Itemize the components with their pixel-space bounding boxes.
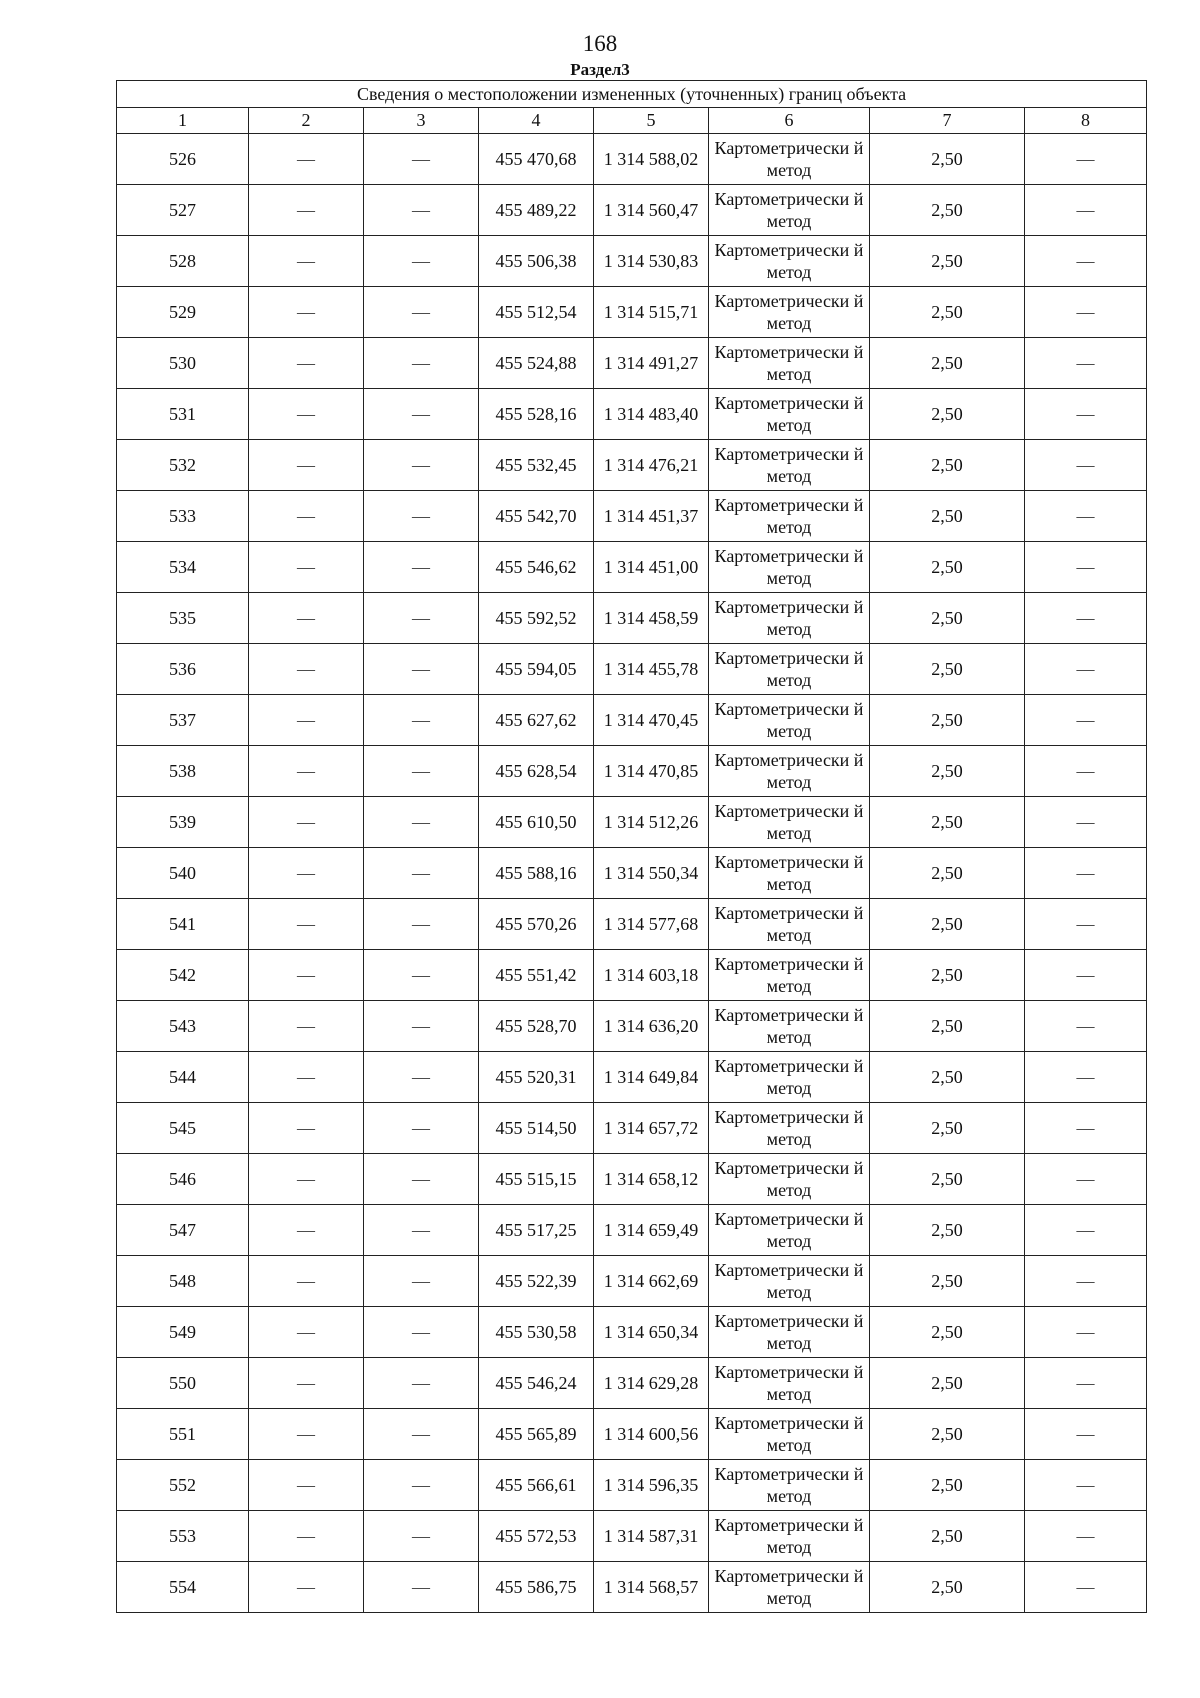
- empty-cell: —: [364, 1256, 479, 1307]
- column-header: 2: [249, 108, 364, 134]
- table-row: [117, 644, 1147, 695]
- point-number-cell: 529: [117, 287, 249, 338]
- y-coordinate-cell: 1 314 588,02: [594, 134, 709, 185]
- y-coordinate-cell: 1 314 587,31: [594, 1511, 709, 1562]
- empty-cell: —: [364, 695, 479, 746]
- accuracy-cell: 2,50: [870, 1307, 1025, 1358]
- accuracy-cell: 2,50: [870, 797, 1025, 848]
- y-coordinate-cell: 1 314 596,35: [594, 1460, 709, 1511]
- column-header: 5: [594, 108, 709, 134]
- table-row: [117, 848, 1147, 899]
- point-number-cell: 549: [117, 1307, 249, 1358]
- point-number-cell: 532: [117, 440, 249, 491]
- method-cell: Картометрически й метод: [709, 1358, 870, 1409]
- point-number-cell: 528: [117, 236, 249, 287]
- empty-cell: —: [364, 1001, 479, 1052]
- table-row: [117, 1154, 1147, 1205]
- point-number-cell: 527: [117, 185, 249, 236]
- y-coordinate-cell: 1 314 650,34: [594, 1307, 709, 1358]
- point-number-cell: 551: [117, 1409, 249, 1460]
- table-row: [117, 593, 1147, 644]
- y-coordinate-cell: 1 314 455,78: [594, 644, 709, 695]
- point-number-cell: 535: [117, 593, 249, 644]
- table-row: [117, 1511, 1147, 1562]
- x-coordinate-cell: 455 586,75: [479, 1562, 594, 1613]
- table-row: [117, 287, 1147, 338]
- accuracy-cell: 2,50: [870, 134, 1025, 185]
- empty-cell: —: [1025, 1001, 1147, 1052]
- x-coordinate-cell: 455 592,52: [479, 593, 594, 644]
- x-coordinate-cell: 455 470,68: [479, 134, 594, 185]
- empty-cell: —: [364, 1358, 479, 1409]
- table-row: [117, 1409, 1147, 1460]
- point-number-cell: 533: [117, 491, 249, 542]
- x-coordinate-cell: 455 514,50: [479, 1103, 594, 1154]
- method-cell: Картометрически й метод: [709, 695, 870, 746]
- method-cell: Картометрически й метод: [709, 950, 870, 1001]
- coordinates-table: [116, 80, 1147, 1613]
- accuracy-cell: 2,50: [870, 491, 1025, 542]
- empty-cell: —: [1025, 746, 1147, 797]
- empty-cell: —: [249, 1307, 364, 1358]
- table-row: [117, 236, 1147, 287]
- y-coordinate-cell: 1 314 476,21: [594, 440, 709, 491]
- table-row: [117, 1001, 1147, 1052]
- empty-cell: —: [364, 542, 479, 593]
- method-cell: Картометрически й метод: [709, 797, 870, 848]
- empty-cell: —: [364, 1052, 479, 1103]
- point-number-cell: 547: [117, 1205, 249, 1256]
- column-header: 6: [709, 108, 870, 134]
- empty-cell: —: [364, 1511, 479, 1562]
- y-coordinate-cell: 1 314 483,40: [594, 389, 709, 440]
- point-number-cell: 554: [117, 1562, 249, 1613]
- empty-cell: —: [364, 134, 479, 185]
- empty-cell: —: [1025, 542, 1147, 593]
- empty-cell: —: [249, 491, 364, 542]
- empty-cell: —: [1025, 134, 1147, 185]
- table-row: [117, 797, 1147, 848]
- empty-cell: —: [249, 1460, 364, 1511]
- x-coordinate-cell: 455 520,31: [479, 1052, 594, 1103]
- method-cell: Картометрически й метод: [709, 644, 870, 695]
- x-coordinate-cell: 455 512,54: [479, 287, 594, 338]
- table-row: [117, 1052, 1147, 1103]
- point-number-cell: 542: [117, 950, 249, 1001]
- empty-cell: —: [1025, 848, 1147, 899]
- point-number-cell: 544: [117, 1052, 249, 1103]
- y-coordinate-cell: 1 314 568,57: [594, 1562, 709, 1613]
- empty-cell: —: [1025, 1307, 1147, 1358]
- method-cell: Картометрически й метод: [709, 746, 870, 797]
- table-row: [117, 1460, 1147, 1511]
- empty-cell: —: [249, 134, 364, 185]
- accuracy-cell: 2,50: [870, 185, 1025, 236]
- accuracy-cell: 2,50: [870, 1001, 1025, 1052]
- x-coordinate-cell: 455 565,89: [479, 1409, 594, 1460]
- y-coordinate-cell: 1 314 577,68: [594, 899, 709, 950]
- table-caption-row: [117, 81, 1147, 108]
- x-coordinate-cell: 455 551,42: [479, 950, 594, 1001]
- x-coordinate-cell: 455 566,61: [479, 1460, 594, 1511]
- method-cell: Картометрически й метод: [709, 1562, 870, 1613]
- table-row: [117, 134, 1147, 185]
- empty-cell: —: [1025, 593, 1147, 644]
- accuracy-cell: 2,50: [870, 644, 1025, 695]
- y-coordinate-cell: 1 314 659,49: [594, 1205, 709, 1256]
- column-header: 8: [1025, 108, 1147, 134]
- y-coordinate-cell: 1 314 470,45: [594, 695, 709, 746]
- empty-cell: —: [1025, 236, 1147, 287]
- empty-cell: —: [1025, 1103, 1147, 1154]
- y-coordinate-cell: 1 314 451,00: [594, 542, 709, 593]
- accuracy-cell: 2,50: [870, 1511, 1025, 1562]
- empty-cell: —: [1025, 644, 1147, 695]
- accuracy-cell: 2,50: [870, 899, 1025, 950]
- point-number-cell: 530: [117, 338, 249, 389]
- accuracy-cell: 2,50: [870, 1409, 1025, 1460]
- accuracy-cell: 2,50: [870, 338, 1025, 389]
- point-number-cell: 552: [117, 1460, 249, 1511]
- x-coordinate-cell: 455 546,24: [479, 1358, 594, 1409]
- y-coordinate-cell: 1 314 662,69: [594, 1256, 709, 1307]
- method-cell: Картометрически й метод: [709, 1154, 870, 1205]
- y-coordinate-cell: 1 314 629,28: [594, 1358, 709, 1409]
- method-cell: Картометрически й метод: [709, 1307, 870, 1358]
- method-cell: Картометрически й метод: [709, 542, 870, 593]
- table-row: [117, 746, 1147, 797]
- method-cell: Картометрически й метод: [709, 1511, 870, 1562]
- x-coordinate-cell: 455 506,38: [479, 236, 594, 287]
- column-header: 1: [117, 108, 249, 134]
- method-cell: Картометрически й метод: [709, 1052, 870, 1103]
- point-number-cell: 548: [117, 1256, 249, 1307]
- method-cell: Картометрически й метод: [709, 848, 870, 899]
- x-coordinate-cell: 455 594,05: [479, 644, 594, 695]
- x-coordinate-cell: 455 588,16: [479, 848, 594, 899]
- empty-cell: —: [1025, 1358, 1147, 1409]
- empty-cell: —: [249, 1205, 364, 1256]
- table-row: [117, 1256, 1147, 1307]
- x-coordinate-cell: 455 610,50: [479, 797, 594, 848]
- section-title: Раздел3: [570, 60, 630, 79]
- empty-cell: —: [249, 440, 364, 491]
- empty-cell: —: [1025, 1154, 1147, 1205]
- empty-cell: —: [1025, 1562, 1147, 1613]
- empty-cell: —: [364, 1409, 479, 1460]
- empty-cell: —: [364, 287, 479, 338]
- empty-cell: —: [364, 797, 479, 848]
- table-row: [117, 440, 1147, 491]
- empty-cell: —: [249, 899, 364, 950]
- y-coordinate-cell: 1 314 470,85: [594, 746, 709, 797]
- x-coordinate-cell: 455 515,15: [479, 1154, 594, 1205]
- empty-cell: —: [1025, 1256, 1147, 1307]
- accuracy-cell: 2,50: [870, 389, 1025, 440]
- empty-cell: —: [249, 1052, 364, 1103]
- accuracy-cell: 2,50: [870, 1052, 1025, 1103]
- empty-cell: —: [1025, 695, 1147, 746]
- empty-cell: —: [249, 1358, 364, 1409]
- point-number-cell: 546: [117, 1154, 249, 1205]
- x-coordinate-cell: 455 528,16: [479, 389, 594, 440]
- accuracy-cell: 2,50: [870, 1103, 1025, 1154]
- empty-cell: —: [249, 593, 364, 644]
- empty-cell: —: [1025, 287, 1147, 338]
- empty-cell: —: [249, 644, 364, 695]
- y-coordinate-cell: 1 314 451,37: [594, 491, 709, 542]
- y-coordinate-cell: 1 314 649,84: [594, 1052, 709, 1103]
- empty-cell: —: [249, 848, 364, 899]
- point-number-cell: 538: [117, 746, 249, 797]
- accuracy-cell: 2,50: [870, 236, 1025, 287]
- table-row: [117, 389, 1147, 440]
- y-coordinate-cell: 1 314 550,34: [594, 848, 709, 899]
- empty-cell: —: [1025, 797, 1147, 848]
- empty-cell: —: [1025, 1511, 1147, 1562]
- empty-cell: —: [249, 542, 364, 593]
- empty-cell: —: [364, 1205, 479, 1256]
- table-row: [117, 1562, 1147, 1613]
- y-coordinate-cell: 1 314 515,71: [594, 287, 709, 338]
- y-coordinate-cell: 1 314 530,83: [594, 236, 709, 287]
- empty-cell: —: [364, 1154, 479, 1205]
- table-caption: Сведения о местоположении измененных (уточненных) границ объекта: [117, 81, 1147, 108]
- table-row: [117, 1358, 1147, 1409]
- empty-cell: —: [364, 389, 479, 440]
- empty-cell: —: [364, 1103, 479, 1154]
- x-coordinate-cell: 455 528,70: [479, 1001, 594, 1052]
- method-cell: Картометрически й метод: [709, 899, 870, 950]
- table-row: [117, 695, 1147, 746]
- x-coordinate-cell: 455 524,88: [479, 338, 594, 389]
- empty-cell: —: [1025, 185, 1147, 236]
- column-header: 7: [870, 108, 1025, 134]
- method-cell: Картометрически й метод: [709, 491, 870, 542]
- empty-cell: —: [1025, 491, 1147, 542]
- table-body: [117, 134, 1147, 1613]
- empty-cell: —: [249, 746, 364, 797]
- empty-cell: —: [249, 1154, 364, 1205]
- table-row: [117, 1307, 1147, 1358]
- method-cell: Картометрически й метод: [709, 185, 870, 236]
- y-coordinate-cell: 1 314 657,72: [594, 1103, 709, 1154]
- empty-cell: —: [249, 950, 364, 1001]
- table-row: [117, 542, 1147, 593]
- empty-cell: —: [1025, 1460, 1147, 1511]
- x-coordinate-cell: 455 572,53: [479, 1511, 594, 1562]
- y-coordinate-cell: 1 314 658,12: [594, 1154, 709, 1205]
- method-cell: Картометрически й метод: [709, 1409, 870, 1460]
- point-number-cell: 540: [117, 848, 249, 899]
- empty-cell: —: [364, 899, 479, 950]
- method-cell: Картометрически й метод: [709, 1001, 870, 1052]
- method-cell: Картометрически й метод: [709, 287, 870, 338]
- method-cell: Картометрически й метод: [709, 593, 870, 644]
- empty-cell: —: [364, 593, 479, 644]
- method-cell: Картометрически й метод: [709, 236, 870, 287]
- accuracy-cell: 2,50: [870, 1256, 1025, 1307]
- page-number: 168: [582, 31, 618, 56]
- point-number-cell: 531: [117, 389, 249, 440]
- y-coordinate-cell: 1 314 458,59: [594, 593, 709, 644]
- empty-cell: —: [249, 236, 364, 287]
- empty-cell: —: [1025, 1409, 1147, 1460]
- empty-cell: —: [249, 695, 364, 746]
- x-coordinate-cell: 455 546,62: [479, 542, 594, 593]
- accuracy-cell: 2,50: [870, 1154, 1025, 1205]
- empty-cell: —: [249, 1562, 364, 1613]
- empty-cell: —: [364, 746, 479, 797]
- point-number-cell: 536: [117, 644, 249, 695]
- empty-cell: —: [364, 1460, 479, 1511]
- empty-cell: —: [249, 287, 364, 338]
- empty-cell: —: [364, 848, 479, 899]
- accuracy-cell: 2,50: [870, 287, 1025, 338]
- y-coordinate-cell: 1 314 512,26: [594, 797, 709, 848]
- empty-cell: —: [364, 1307, 479, 1358]
- y-coordinate-cell: 1 314 491,27: [594, 338, 709, 389]
- point-number-cell: 543: [117, 1001, 249, 1052]
- empty-cell: —: [249, 797, 364, 848]
- empty-cell: —: [249, 1409, 364, 1460]
- x-coordinate-cell: 455 522,39: [479, 1256, 594, 1307]
- method-cell: Картометрически й метод: [709, 1205, 870, 1256]
- method-cell: Картометрически й метод: [709, 1103, 870, 1154]
- point-number-cell: 537: [117, 695, 249, 746]
- empty-cell: —: [364, 440, 479, 491]
- empty-cell: —: [364, 644, 479, 695]
- method-cell: Картометрически й метод: [709, 1460, 870, 1511]
- point-number-cell: 550: [117, 1358, 249, 1409]
- x-coordinate-cell: 455 627,62: [479, 695, 594, 746]
- table-row: [117, 185, 1147, 236]
- empty-cell: —: [249, 1256, 364, 1307]
- table-row: [117, 338, 1147, 389]
- empty-cell: —: [249, 338, 364, 389]
- empty-cell: —: [1025, 950, 1147, 1001]
- accuracy-cell: 2,50: [870, 950, 1025, 1001]
- x-coordinate-cell: 455 517,25: [479, 1205, 594, 1256]
- empty-cell: —: [249, 1103, 364, 1154]
- accuracy-cell: 2,50: [870, 440, 1025, 491]
- point-number-cell: 541: [117, 899, 249, 950]
- method-cell: Картометрически й метод: [709, 440, 870, 491]
- empty-cell: —: [364, 1562, 479, 1613]
- accuracy-cell: 2,50: [870, 1358, 1025, 1409]
- accuracy-cell: 2,50: [870, 695, 1025, 746]
- y-coordinate-cell: 1 314 560,47: [594, 185, 709, 236]
- table-row: [117, 899, 1147, 950]
- x-coordinate-cell: 455 530,58: [479, 1307, 594, 1358]
- x-coordinate-cell: 455 570,26: [479, 899, 594, 950]
- empty-cell: —: [249, 389, 364, 440]
- empty-cell: —: [1025, 1052, 1147, 1103]
- accuracy-cell: 2,50: [870, 1460, 1025, 1511]
- accuracy-cell: 2,50: [870, 746, 1025, 797]
- method-cell: Картометрически й метод: [709, 338, 870, 389]
- y-coordinate-cell: 1 314 636,20: [594, 1001, 709, 1052]
- accuracy-cell: 2,50: [870, 848, 1025, 899]
- point-number-cell: 526: [117, 134, 249, 185]
- accuracy-cell: 2,50: [870, 1205, 1025, 1256]
- table-row: [117, 491, 1147, 542]
- column-header: 4: [479, 108, 594, 134]
- x-coordinate-cell: 455 532,45: [479, 440, 594, 491]
- method-cell: Картометрически й метод: [709, 134, 870, 185]
- point-number-cell: 534: [117, 542, 249, 593]
- accuracy-cell: 2,50: [870, 542, 1025, 593]
- table-row: [117, 950, 1147, 1001]
- empty-cell: —: [364, 950, 479, 1001]
- empty-cell: —: [364, 185, 479, 236]
- column-header: 3: [364, 108, 479, 134]
- empty-cell: —: [1025, 389, 1147, 440]
- empty-cell: —: [249, 185, 364, 236]
- method-cell: Картометрически й метод: [709, 389, 870, 440]
- accuracy-cell: 2,50: [870, 593, 1025, 644]
- empty-cell: —: [1025, 440, 1147, 491]
- empty-cell: —: [1025, 899, 1147, 950]
- x-coordinate-cell: 455 489,22: [479, 185, 594, 236]
- empty-cell: —: [1025, 338, 1147, 389]
- empty-cell: —: [249, 1001, 364, 1052]
- method-cell: Картометрически й метод: [709, 1256, 870, 1307]
- accuracy-cell: 2,50: [870, 1562, 1025, 1613]
- point-number-cell: 539: [117, 797, 249, 848]
- point-number-cell: 545: [117, 1103, 249, 1154]
- empty-cell: —: [249, 1511, 364, 1562]
- column-header-row: [117, 108, 1147, 134]
- x-coordinate-cell: 455 628,54: [479, 746, 594, 797]
- empty-cell: —: [1025, 1205, 1147, 1256]
- x-coordinate-cell: 455 542,70: [479, 491, 594, 542]
- point-number-cell: 553: [117, 1511, 249, 1562]
- y-coordinate-cell: 1 314 600,56: [594, 1409, 709, 1460]
- empty-cell: —: [364, 338, 479, 389]
- empty-cell: —: [364, 236, 479, 287]
- table-row: [117, 1103, 1147, 1154]
- empty-cell: —: [364, 491, 479, 542]
- table-row: [117, 1205, 1147, 1256]
- y-coordinate-cell: 1 314 603,18: [594, 950, 709, 1001]
